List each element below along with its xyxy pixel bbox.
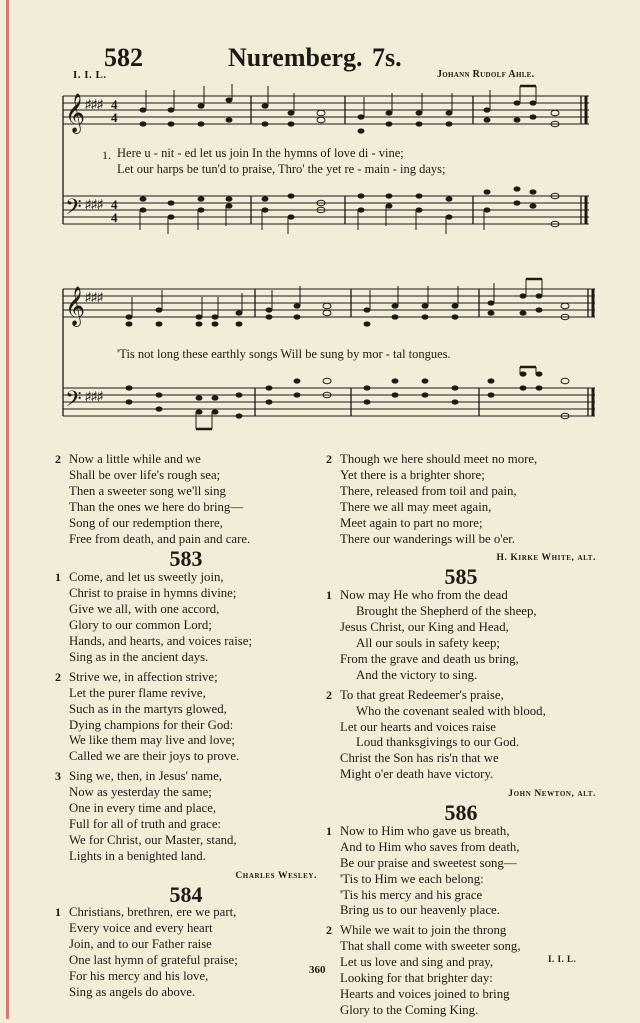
author-credit-584: H. Kirke White, alt.	[496, 553, 596, 564]
verse-line: Brought the Shepherd of the sheep,	[356, 604, 537, 619]
verse-line: Now to Him who gave us breath,	[340, 823, 510, 838]
svg-text:4: 4	[111, 197, 118, 212]
lyric-line-3: 'Tis not long these earthly songs Will be sung by mor - tal tongues.	[117, 347, 451, 361]
verse-line: Let the purer flame revive,	[69, 685, 206, 700]
hymn-number: 582	[104, 43, 143, 72]
music-system-2	[55, 277, 597, 437]
verse-line: Yet there is a brighter shore;	[340, 467, 485, 482]
verse-line: That shall come with sweeter song,	[340, 939, 521, 954]
verse-line: Glory to the Coming King.	[340, 1002, 479, 1017]
composer-credit: Johann Rudolf Ahle.	[437, 69, 535, 80]
hymn-number-584: 584	[169, 881, 203, 907]
verse-583-2	[55, 670, 317, 765]
verse-line: Give we all, with one accord,	[69, 602, 220, 617]
svg-text:4: 4	[111, 97, 118, 112]
verse-line: Be our praise and sweetest song—	[340, 855, 517, 870]
svg-text:𝄢: 𝄢	[65, 195, 82, 225]
verse-line: One last hymn of grateful praise;	[69, 953, 238, 968]
verse-line: Then a sweeter song we'll sing	[69, 483, 226, 498]
verse-line: Sing as angels do above.	[69, 985, 196, 999]
verse-number: 2	[326, 452, 332, 466]
verse-line: 'Tis his mercy and his grace	[340, 887, 483, 902]
verse-line: Though we here should meet no more,	[340, 452, 538, 466]
svg-text:♯♯♯: ♯♯♯	[85, 197, 103, 211]
verse-line: Hearts and voices joined to bring	[340, 987, 510, 1001]
verse-line: There, released from toil and pain,	[340, 483, 517, 498]
tune-name: Nuremberg.	[228, 43, 363, 72]
verse-line: Lights in a benighted land.	[69, 848, 206, 863]
svg-text:𝄢: 𝄢	[65, 387, 82, 417]
svg-text:♯♯♯: ♯♯♯	[85, 389, 103, 403]
verse-line: From the grave and death us bring,	[340, 651, 519, 666]
verse-number: 1	[326, 823, 332, 838]
verse-line: 'Tis to Him we each belong:	[340, 871, 484, 886]
verse-line: Christ to praise in hymns divine;	[69, 586, 237, 601]
verse-line: There our wanderings will be o'er.	[340, 531, 516, 546]
verse-line: Christians, brethren, ere we part,	[69, 905, 237, 920]
verse-line: Dying champions for their God:	[69, 717, 234, 732]
verse-line: Bring us to our heavenly place.	[340, 903, 500, 918]
verse-line: Free from death, and pain and care.	[69, 531, 251, 546]
verse-584-2	[326, 452, 596, 547]
verse-line: And the victory to sing.	[356, 667, 478, 682]
svg-text:4: 4	[111, 110, 118, 125]
verse-586-2	[326, 923, 596, 1018]
verse-line: Every voice and every heart	[69, 921, 213, 936]
verse-line: We like them may live and love;	[69, 733, 235, 748]
verse-line: And to Him who saves from death,	[340, 839, 520, 854]
svg-text:4: 4	[111, 210, 118, 225]
verse-582-2	[55, 452, 317, 547]
svg-text:𝄞: 𝄞	[65, 286, 86, 326]
verse-line: Than the ones we here do bring—	[69, 499, 244, 514]
verse-number: 1	[55, 905, 61, 920]
verse-line: While we wait to join the throng	[340, 923, 507, 938]
verse-line: Might o'er death have victory.	[340, 767, 494, 782]
music-system-1	[55, 84, 597, 242]
verse-line: Full for all of truth and grace:	[69, 816, 222, 831]
left-credit: I. I. L.	[73, 69, 107, 81]
verse-line: Shall be over life's rough sea;	[69, 467, 221, 482]
verse-line: There we all may meet again,	[340, 499, 492, 514]
svg-text:♯♯♯: ♯♯♯	[85, 97, 103, 111]
left-column	[55, 452, 317, 1005]
verse-number: 3	[55, 769, 61, 784]
verse-number: 2	[326, 687, 332, 702]
svg-text:♯♯♯: ♯♯♯	[85, 290, 103, 304]
verse-line: Called we are their joys to prove.	[69, 749, 240, 764]
verse-line: One in every time and place,	[69, 801, 217, 816]
verse-number: 2	[326, 923, 332, 938]
verse-583-1	[55, 570, 317, 665]
verse-line: We for Christ, our Master, stand,	[69, 832, 237, 847]
verse-584-1	[55, 905, 317, 1000]
verse-line: Song of our redemption there,	[69, 515, 223, 530]
verse-number: 1	[326, 588, 332, 603]
lyric-line-1: Here u - nit - ed let us join In the hymns of love di - vine;	[117, 146, 404, 160]
author-credit-585: John Newton, alt.	[508, 789, 596, 800]
right-column	[326, 452, 596, 1023]
verse-line: To that great Redeemer's praise,	[340, 687, 504, 702]
verse-line: Now a little while and we	[69, 452, 201, 466]
verse-586-1	[326, 824, 596, 919]
verse-line: Now as yesterday the same;	[69, 785, 212, 800]
verse-line: Glory to our common Lord;	[69, 618, 212, 633]
lyric-line-2: Let our harps be tun'd to praise, Thro' the yet re - main - ing days;	[117, 162, 446, 176]
verse-number: 1	[55, 570, 61, 585]
verse-number: 2	[55, 669, 61, 684]
verse-line: Let our hearts and voices raise	[340, 719, 496, 734]
meter: 7s.	[372, 43, 402, 72]
verse-line: Such as in the martyrs glowed,	[69, 701, 227, 716]
verse-line: Let us love and sing and pray,	[340, 955, 494, 970]
hymn-number-583: 583	[169, 546, 203, 572]
verse-585-2	[326, 688, 596, 783]
verse-585-1	[326, 588, 596, 683]
verse-line: Loud thanksgivings to our God.	[356, 735, 520, 750]
svg-text:𝄞: 𝄞	[65, 93, 86, 133]
hymn-number-585: 585	[444, 564, 478, 590]
verse-number: 1.	[102, 148, 111, 162]
verse-line: Sing as in the ancient days.	[69, 649, 209, 664]
verse-line: Now may He who from the dead	[340, 588, 508, 603]
verse-line: Come, and let us sweetly join,	[69, 570, 224, 585]
verse-line: Looking for that brighter day:	[340, 971, 493, 986]
verse-number: 2	[55, 452, 61, 466]
verse-line: Join, and to our Father raise	[69, 937, 212, 952]
verse-line: All our souls in safety keep;	[356, 635, 500, 650]
verse-line: Sing we, then, in Jesus' name,	[69, 769, 223, 784]
verse-line: Who the covenant sealed with blood,	[356, 703, 546, 718]
verse-line: Meet again to part no more;	[340, 515, 483, 530]
verse-line: Hands, and hearts, and voices raise;	[69, 633, 253, 648]
author-credit-583: Charles Wesley.	[235, 870, 317, 881]
verse-line: For his mercy and his love,	[69, 969, 209, 984]
verse-line: Christ the Son has ris'n that we	[340, 751, 499, 766]
verse-583-3	[55, 769, 317, 864]
page-number: 360	[309, 964, 326, 976]
page-edge-line	[6, 0, 9, 1019]
hymn-number-586: 586	[444, 800, 478, 826]
verse-line: Strive we, in affection strive;	[69, 669, 218, 684]
footer-initials: I. I. L.	[548, 954, 577, 964]
verse-line: Jesus Christ, our King and Head,	[340, 620, 509, 635]
